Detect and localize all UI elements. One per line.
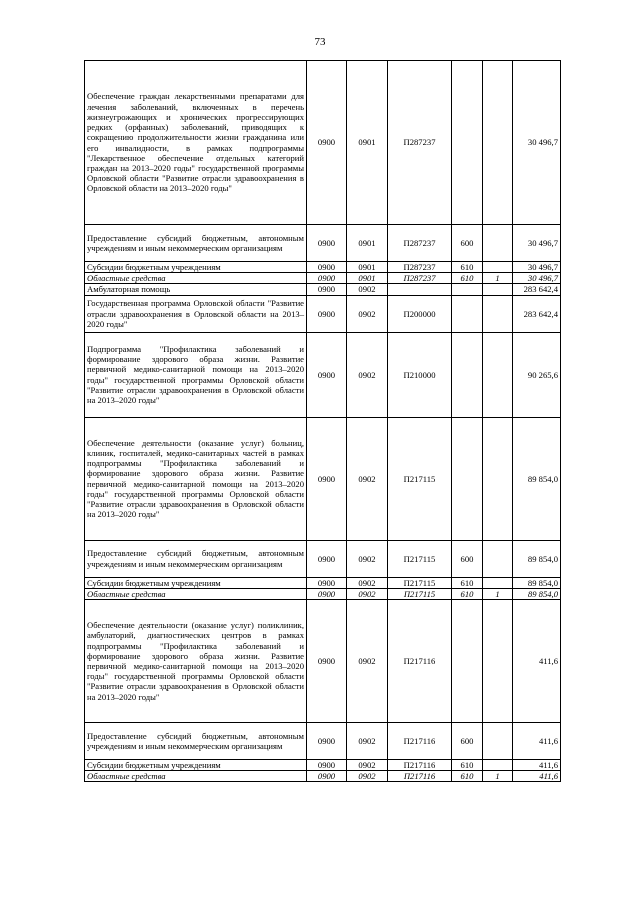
target-article-cell: П217116	[388, 723, 452, 760]
funding-source-cell: 1	[483, 588, 513, 599]
expense-type-cell: 610	[452, 588, 483, 599]
expense-type-cell: 610	[452, 760, 483, 771]
target-article-cell: П217115	[388, 577, 452, 588]
table-row	[85, 771, 561, 782]
funding-source-cell	[483, 760, 513, 771]
target-article-cell	[388, 284, 452, 295]
funding-source-cell	[483, 225, 513, 262]
table-row	[85, 760, 561, 771]
section-code-cell: 0900	[307, 588, 347, 599]
expense-type-cell: 600	[452, 540, 483, 577]
table-row	[85, 417, 561, 540]
section-code-cell: 0900	[307, 577, 347, 588]
expense-type-cell: 600	[452, 723, 483, 760]
section-code-cell: 0900	[307, 332, 347, 417]
target-article-cell: П217115	[388, 417, 452, 540]
section-code-cell: 0900	[307, 540, 347, 577]
section-code-cell: 0900	[307, 61, 347, 225]
expense-type-cell	[452, 284, 483, 295]
target-article-cell: П200000	[388, 295, 452, 332]
expense-name-cell: Обеспечение деятельности (оказание услуг) больниц, клиник, госпиталей, медико-санитарных частей в рамках подпрограммы "Профилактика заболеваний и формирование здорового образа жизни. Развитие первичной медико-санитарной помощи на 2013–2020 годы" государственной программы Орловской области "Развитие отрасли здравоохранения в Орловской области на 2013–2020 годы"	[85, 417, 307, 540]
funding-source-cell	[483, 417, 513, 540]
amount-cell: 30 496,7	[513, 273, 561, 284]
amount-cell: 411,6	[513, 723, 561, 760]
funding-source-cell	[483, 540, 513, 577]
table-row	[85, 61, 561, 225]
target-article-cell: П210000	[388, 332, 452, 417]
target-article-cell: П287237	[388, 273, 452, 284]
expense-name-cell: Обеспечение деятельности (оказание услуг) поликлиник, амбулаторий, диагностических центров в рамках подпрограммы "Профилактика заболеваний и формирование здорового образа жизни. Развитие первичной медико-санитарной помощи на 2013–2020 годы" государственной программы Орловской области "Развитие отрасли здравоохранения в Орловской области на 2013–2020 годы"	[85, 600, 307, 723]
expense-type-cell	[452, 295, 483, 332]
table-row	[85, 588, 561, 599]
section-code-cell: 0900	[307, 225, 347, 262]
amount-cell: 411,6	[513, 760, 561, 771]
expense-type-cell: 610	[452, 771, 483, 782]
amount-cell: 30 496,7	[513, 61, 561, 225]
table-row	[85, 225, 561, 262]
expense-name-cell: Обеспечение граждан лекарственными препаратами для лечения заболеваний, включенных в перечень жизнеугрожающих и хронических прогрессирующих редких (орфанных) заболеваний, приводящих к сокращению продолжительности жизни гражданина или его инвалидности, в рамках подпрограммы "Лекарственное обеспечение отдельных категорий граждан на 2013–2020 годы" государственной программы Орловской области "Развитие отрасли здравоохранения в Орловской области на 2013–2020 годы"	[85, 61, 307, 225]
section-code-cell: 0900	[307, 600, 347, 723]
funding-source-cell: 1	[483, 273, 513, 284]
amount-cell: 89 854,0	[513, 540, 561, 577]
target-article-cell: П217115	[388, 540, 452, 577]
expense-type-cell	[452, 332, 483, 417]
subsection-code-cell: 0902	[347, 600, 388, 723]
amount-cell: 30 496,7	[513, 262, 561, 273]
subsection-code-cell: 0902	[347, 577, 388, 588]
amount-cell: 89 854,0	[513, 417, 561, 540]
table-row	[85, 600, 561, 723]
table-row	[85, 284, 561, 295]
expense-name-cell: Субсидии бюджетным учреждениям	[85, 760, 307, 771]
amount-cell: 283 642,4	[513, 295, 561, 332]
section-code-cell: 0900	[307, 760, 347, 771]
expense-name-cell: Государственная программа Орловской области "Развитие отрасли здравоохранения в Орловской области на 2013–2020 годы"	[85, 295, 307, 332]
expense-type-cell	[452, 417, 483, 540]
funding-source-cell	[483, 332, 513, 417]
section-code-cell: 0900	[307, 723, 347, 760]
funding-source-cell	[483, 295, 513, 332]
table-row	[85, 262, 561, 273]
funding-source-cell	[483, 284, 513, 295]
subsection-code-cell: 0902	[347, 771, 388, 782]
expense-type-cell: 610	[452, 273, 483, 284]
subsection-code-cell: 0901	[347, 61, 388, 225]
expense-name-cell: Субсидии бюджетным учреждениям	[85, 577, 307, 588]
target-article-cell: П217116	[388, 760, 452, 771]
amount-cell: 411,6	[513, 771, 561, 782]
budget-table-body	[85, 61, 561, 782]
expense-type-cell: 610	[452, 262, 483, 273]
table-row	[85, 332, 561, 417]
funding-source-cell	[483, 262, 513, 273]
expense-name-cell: Предоставление субсидий бюджетным, автономным учреждениям и иным некоммерческим организациям	[85, 723, 307, 760]
funding-source-cell	[483, 61, 513, 225]
expense-name-cell: Предоставление субсидий бюджетным, автономным учреждениям и иным некоммерческим организациям	[85, 540, 307, 577]
target-article-cell: П287237	[388, 61, 452, 225]
target-article-cell: П217116	[388, 771, 452, 782]
amount-cell: 89 854,0	[513, 577, 561, 588]
amount-cell: 89 854,0	[513, 588, 561, 599]
amount-cell: 411,6	[513, 600, 561, 723]
funding-source-cell	[483, 577, 513, 588]
page-number: 73	[314, 36, 326, 48]
expense-name-cell: Областные средства	[85, 588, 307, 599]
subsection-code-cell: 0902	[347, 588, 388, 599]
section-code-cell: 0900	[307, 262, 347, 273]
expense-name-cell: Субсидии бюджетным учреждениям	[85, 262, 307, 273]
subsection-code-cell: 0902	[347, 332, 388, 417]
table-row	[85, 295, 561, 332]
subsection-code-cell: 0902	[347, 540, 388, 577]
subsection-code-cell: 0902	[347, 284, 388, 295]
section-code-cell: 0900	[307, 273, 347, 284]
table-row	[85, 273, 561, 284]
funding-source-cell	[483, 600, 513, 723]
expense-name-cell: Подпрограмма "Профилактика заболеваний и формирование здорового образа жизни. Развитие первичной медико-санитарной помощи на 2013–2020 годы" государственной программы Орловской области "Развитие отрасли здравоохранения в Орловской области на 2013–2020 годы"	[85, 332, 307, 417]
funding-source-cell	[483, 723, 513, 760]
expense-name-cell: Областные средства	[85, 273, 307, 284]
section-code-cell: 0900	[307, 771, 347, 782]
expense-type-cell	[452, 61, 483, 225]
target-article-cell: П287237	[388, 225, 452, 262]
table-row	[85, 540, 561, 577]
expense-name-cell: Амбулаторная помощь	[85, 284, 307, 295]
budget-table	[84, 60, 561, 782]
section-code-cell: 0900	[307, 295, 347, 332]
table-row	[85, 577, 561, 588]
subsection-code-cell: 0902	[347, 723, 388, 760]
subsection-code-cell: 0902	[347, 417, 388, 540]
expense-type-cell: 600	[452, 225, 483, 262]
subsection-code-cell: 0901	[347, 225, 388, 262]
funding-source-cell: 1	[483, 771, 513, 782]
expense-name-cell: Областные средства	[85, 771, 307, 782]
amount-cell: 283 642,4	[513, 284, 561, 295]
target-article-cell: П287237	[388, 262, 452, 273]
table-row	[85, 723, 561, 760]
target-article-cell: П217115	[388, 588, 452, 599]
section-code-cell: 0900	[307, 417, 347, 540]
target-article-cell: П217116	[388, 600, 452, 723]
amount-cell: 90 265,6	[513, 332, 561, 417]
section-code-cell: 0900	[307, 284, 347, 295]
subsection-code-cell: 0902	[347, 295, 388, 332]
expense-type-cell	[452, 600, 483, 723]
expense-type-cell: 610	[452, 577, 483, 588]
amount-cell: 30 496,7	[513, 225, 561, 262]
subsection-code-cell: 0901	[347, 273, 388, 284]
expense-name-cell: Предоставление субсидий бюджетным, автономным учреждениям и иным некоммерческим организациям	[85, 225, 307, 262]
subsection-code-cell: 0901	[347, 262, 388, 273]
subsection-code-cell: 0902	[347, 760, 388, 771]
